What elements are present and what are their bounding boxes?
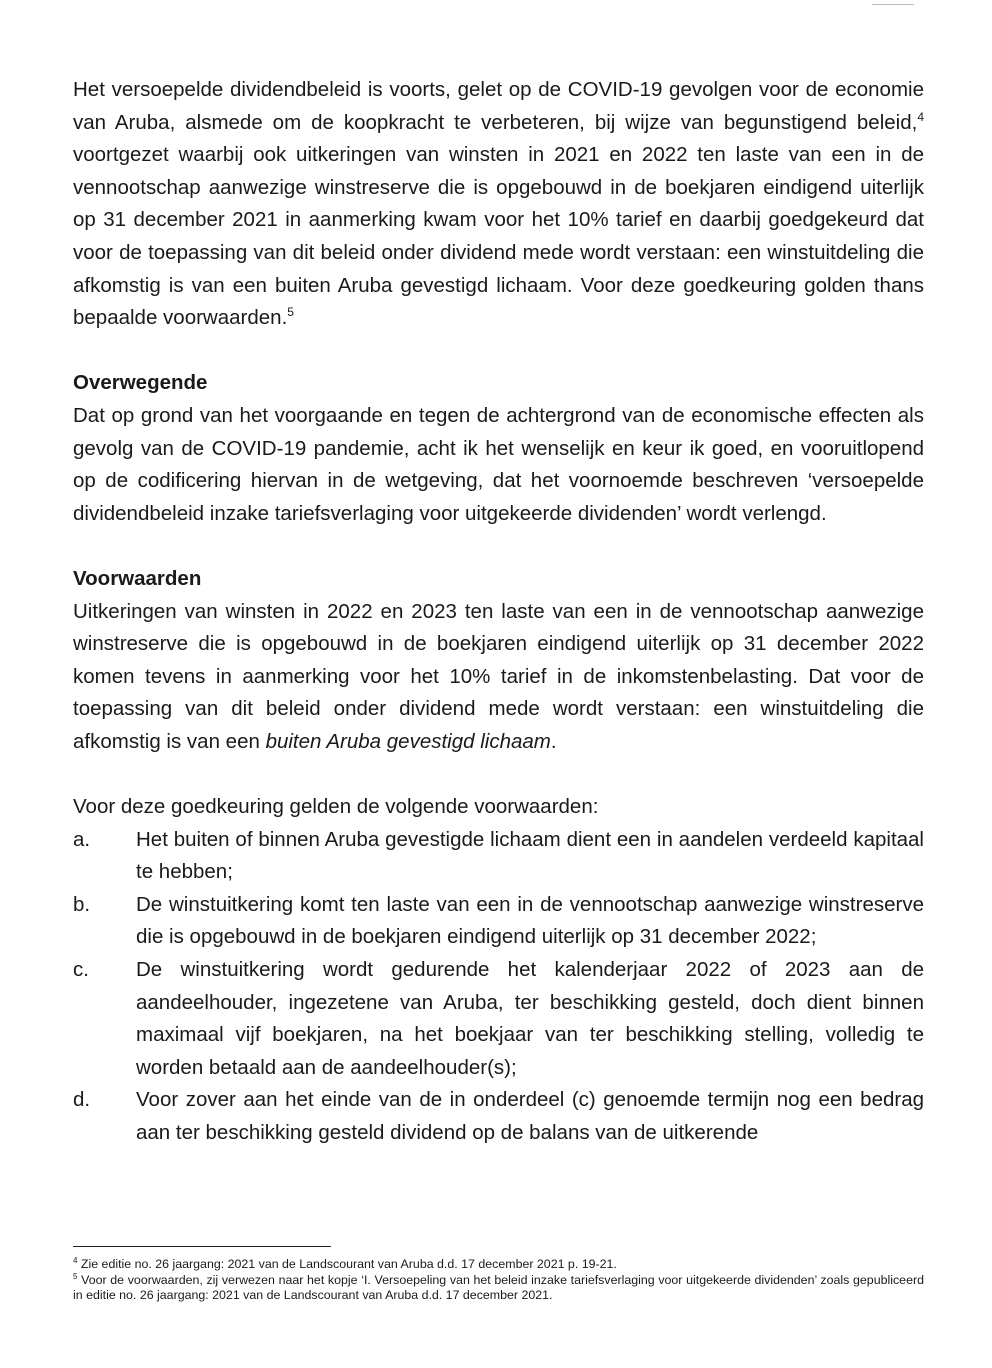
conditions-intro: Voor deze goedkeuring gelden de volgende voorwaarden: bbox=[73, 795, 599, 819]
paragraph-overwegende: Dat op grond van het voorgaande en tegen de achtergrond van de economische effecten als gevolg van de COVID-19 pandemie, acht ik het wenselijk en keur ik goed, en vooruitlopend op de codificering hiervan in de wetgeving, dat het voornoemde beschreven ‘versoepelde dividendbeleid inzake tariefsverlaging voor uitgekeerde dividenden’ wordt verlengd. bbox=[73, 403, 924, 525]
list-item bbox=[73, 1084, 924, 1149]
list-marker: c. bbox=[73, 958, 89, 982]
footnote-ref-4[interactable]: 4 bbox=[917, 109, 924, 124]
list-item bbox=[73, 824, 924, 889]
list-item-text: De winstuitkering komt ten laste van een in de vennootschap aanwezige winstreserve die is opgebouwd in de boekjaren eindigend uiterlijk op 31 december 2022; bbox=[136, 892, 924, 949]
conditions-list bbox=[73, 824, 924, 1150]
list-marker: d. bbox=[73, 1088, 91, 1112]
footnote-5: $^5$ Voor de voorwaarden, zij verwezen naar het kopje ‘I. Versoepeling van het beleid inzake tariefsverlaging voor uitgekeerde dividenden’ zoals gepubliceerd in editie no. 26 jaargang: 2021 van de Landscourant van Aruba d.d. 17 december 2021. bbox=[73, 1271, 924, 1302]
footnote-separator bbox=[73, 1246, 331, 1247]
paragraph-dividend-policy: Het versoepelde dividendbeleid is voorts, gelet op de COVID-19 gevolgen voor de economie van Aruba, alsmede om de koopkracht te verbeteren, bij wijze van begunstigend beleid,$^4$ voortgezet waarbij ook uitkeringen van winsten in 2021 en 2022 ten laste van een in de vennootschap aanwezige winstreserve die is opgebouwd in de boekjaren eindigend uiterlijk op 31 december 2021 in aanmerking kwam voor het 10% tarief en daarbij goedgekeurd dat voor de toepassing van dit beleid onder dividend mede wordt verstaan: een winstuitdeling die afkomstig is van een buiten Aruba gevestigd lichaam. Voor deze goedkeuring golden thans bepaalde voorwaarden.$^5$ bbox=[73, 78, 924, 330]
page-corner-mark bbox=[872, 0, 914, 5]
list-item bbox=[73, 889, 924, 954]
list-marker: a. bbox=[73, 827, 91, 851]
italic-phrase: buiten Aruba gevestigd lichaam bbox=[265, 729, 551, 753]
heading-overwegende: Overwegende bbox=[73, 371, 208, 395]
footnote-ref-5[interactable]: 5 bbox=[287, 305, 294, 320]
list-item-text: De winstuitkering wordt gedurende het kalenderjaar 2022 of 2023 aan de aandeelhouder, ingezetene van Aruba, ter beschikking gesteld, doch dient binnen maximaal vijf boekjaren, na het boekjaar van ter beschikking stelling, volledig te worden betaald aan de aandeelhouder(s); bbox=[136, 958, 924, 1079]
footnote-number: 4 bbox=[73, 1255, 78, 1265]
heading-voorwaarden: Voorwaarden bbox=[73, 566, 202, 590]
footnotes bbox=[73, 1257, 924, 1304]
list-item bbox=[73, 954, 924, 1084]
list-item-text: Voor zover aan het einde van de in onderdeel (c) genoemde termijn nog een bedrag aan ter beschikking gesteld dividend op de balans van de uitkerende bbox=[136, 1088, 924, 1144]
footnote-number: 5 bbox=[73, 1271, 78, 1281]
list-marker: b. bbox=[73, 892, 91, 916]
document-body bbox=[73, 74, 924, 1150]
list-item-text: Het buiten of binnen Aruba gevestigde lichaam dient een in aandelen verdeeld kapitaal te hebben; bbox=[136, 827, 924, 884]
paragraph-voorwaarden: Uitkeringen van winsten in 2022 en 2023 ten laste van een in de vennootschap aanwezige winstreserve die is opgebouwd in de boekjaren eindigend uiterlijk op 31 december 2022 komen tevens in aanmerking voor het 10% tarief in de inkomstenbelasting. Dat voor de toepassing van dit beleid onder dividend mede wordt verstaan: een winstuitdeling die afkomstig is van een buiten Aruba gevestigd lichaam. bbox=[73, 599, 924, 753]
footnote-4: $^4$ Zie editie no. 26 jaargang: 2021 van de Landscourant van Aruba d.d. 17 december 2021 p. 19-21. bbox=[73, 1255, 617, 1271]
